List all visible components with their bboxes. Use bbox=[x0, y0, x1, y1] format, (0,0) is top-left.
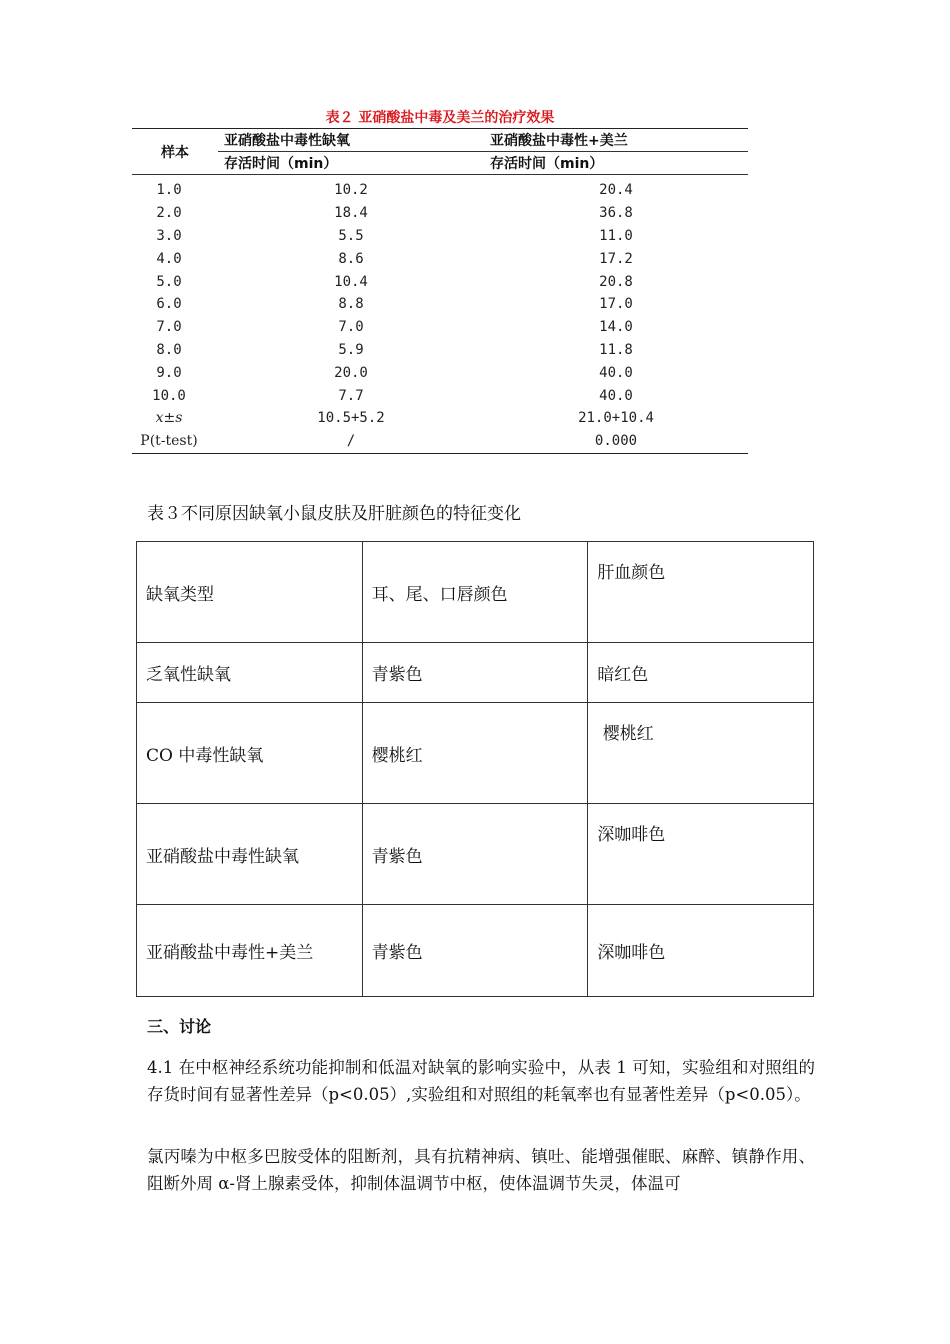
table-row bbox=[137, 643, 814, 703]
group1-cell: 5.9 bbox=[338, 341, 364, 358]
group1-cell: 8.6 bbox=[338, 250, 364, 267]
group1-cell: 20.0 bbox=[334, 364, 368, 381]
table-row bbox=[137, 804, 814, 905]
group2-cell: 17.2 bbox=[599, 250, 633, 267]
group1-cell: 5.5 bbox=[338, 227, 364, 244]
group1-cell: / bbox=[218, 430, 484, 453]
liver-cell: 樱桃红 bbox=[588, 703, 814, 804]
type-cell: 乏氧性缺氧 bbox=[137, 643, 363, 703]
group2-cell: 11.0 bbox=[599, 227, 633, 244]
ear-header: 耳、尾、口唇颜色 bbox=[362, 542, 588, 643]
table-row bbox=[132, 225, 748, 248]
ear-cell: 青紫色 bbox=[362, 643, 588, 703]
table-row bbox=[132, 293, 748, 316]
table-row-mean-sd bbox=[132, 407, 748, 430]
group1-cell: 18.4 bbox=[334, 205, 368, 222]
table-row bbox=[132, 316, 748, 339]
ear-cell: 青紫色 bbox=[362, 804, 588, 905]
group2-cell: 11.8 bbox=[599, 341, 633, 358]
table-row bbox=[137, 703, 814, 804]
liver-header: 肝血颜色 bbox=[588, 542, 814, 643]
table-row bbox=[137, 542, 814, 643]
table-row bbox=[132, 247, 748, 270]
sample-cell: 4.0 bbox=[156, 250, 182, 267]
group1-cell: 10.4 bbox=[334, 273, 368, 290]
group2-subheader: 存活时间（min） bbox=[484, 152, 748, 175]
table-row bbox=[132, 175, 748, 202]
sample-cell: 3.0 bbox=[156, 227, 182, 244]
table-row bbox=[132, 270, 748, 293]
type-header: 缺氧类型 bbox=[137, 542, 363, 643]
group1-subheader: 存活时间（min） bbox=[218, 152, 484, 175]
sample-cell: 2.0 bbox=[156, 205, 182, 222]
type-cell: CO 中毒性缺氧 bbox=[137, 703, 363, 804]
mean-sd-label: x±s bbox=[155, 410, 183, 427]
table-row bbox=[132, 384, 748, 407]
table-row bbox=[137, 905, 814, 997]
discussion-paragraph-1: 4.1 在中枢神经系统功能抑制和低温对缺氧的影响实验中，从表 1 可知，实验组和对照组的存货时间有显著性差异（p<0.05）,实验组和对照组的耗氧率也有显著性差异（p<0.05）。 bbox=[147, 1058, 815, 1104]
table3 bbox=[136, 541, 814, 997]
ear-cell: 青紫色 bbox=[362, 905, 588, 997]
type-cell: 亚硝酸盐中毒性缺氧 bbox=[137, 804, 363, 905]
group2-cell: 40.0 bbox=[599, 364, 633, 381]
group1-cell: 10.5+5.2 bbox=[317, 410, 385, 427]
group2-header: 亚硝酸盐中毒性+美兰 bbox=[484, 129, 748, 152]
sample-cell: 5.0 bbox=[156, 273, 182, 290]
table-row-p-value bbox=[132, 430, 748, 453]
sample-cell: 9.0 bbox=[156, 364, 182, 381]
group1-cell: 7.0 bbox=[338, 319, 364, 336]
table-row bbox=[132, 202, 748, 225]
sample-header: 样本 bbox=[132, 129, 218, 175]
group2-cell: 20.8 bbox=[599, 273, 633, 290]
sample-cell: 1.0 bbox=[156, 182, 182, 199]
group1-cell: 8.8 bbox=[338, 296, 364, 313]
table-row bbox=[132, 339, 748, 362]
group2-cell: 36.8 bbox=[599, 205, 633, 222]
table2-caption: 表２ 亚硝酸盐中毒及美兰的治疗效果 bbox=[325, 110, 555, 126]
type-cell: 亚硝酸盐中毒性+美兰 bbox=[137, 905, 363, 997]
sample-cell: 6.0 bbox=[156, 296, 182, 313]
liver-cell: 深咖啡色 bbox=[588, 804, 814, 905]
sample-cell: 7.0 bbox=[156, 319, 182, 336]
group2-cell: 0.000 bbox=[484, 430, 748, 453]
section-heading: 三、讨论 bbox=[147, 1017, 212, 1036]
liver-cell: 深咖啡色 bbox=[588, 905, 814, 997]
table3-caption: 表３不同原因缺氧小鼠皮肤及肝脏颜色的特征变化 bbox=[147, 504, 521, 524]
group1-cell: 7.7 bbox=[338, 387, 364, 404]
p-value-label: P(t-test) bbox=[140, 433, 198, 450]
group1-cell: 10.2 bbox=[334, 182, 368, 199]
table2 bbox=[132, 128, 748, 454]
sample-cell: 8.0 bbox=[156, 341, 182, 358]
sample-cell: 10.0 bbox=[152, 387, 186, 404]
ear-cell: 樱桃红 bbox=[362, 703, 588, 804]
group1-header: 亚硝酸盐中毒性缺氧 bbox=[218, 129, 484, 152]
group2-cell: 14.0 bbox=[599, 319, 633, 336]
group2-cell: 17.0 bbox=[599, 296, 633, 313]
group2-cell: 40.0 bbox=[599, 387, 633, 404]
table-row bbox=[132, 361, 748, 384]
discussion-paragraph-2: 氯丙嗪为中枢多巴胺受体的阻断剂，具有抗精神病、镇吐、能增强催眠、麻醉、镇静作用、阻断外周 α-肾上腺素受体，抑制体温调节中枢，使体温调节失灵，体温可 bbox=[147, 1147, 815, 1193]
group2-cell: 20.4 bbox=[599, 182, 633, 199]
liver-cell: 暗红色 bbox=[588, 643, 814, 703]
group2-cell: 21.0+10.4 bbox=[578, 410, 654, 427]
